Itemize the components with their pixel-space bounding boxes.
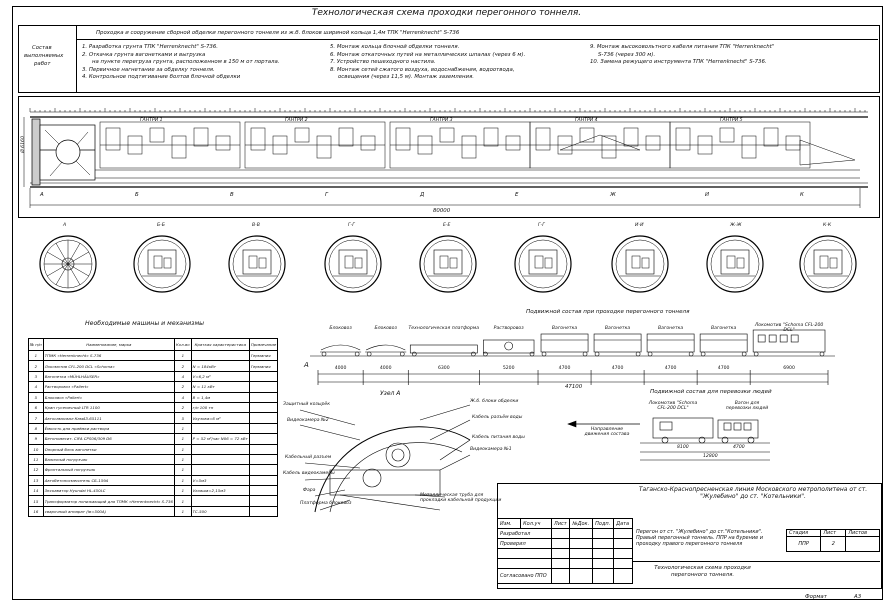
people-loco-label: Локомотив "Schoma CFL-200 DCL" [648,401,698,411]
rails [95,170,860,178]
gantry-label: ГАНТРИ 1 [140,118,163,123]
train-car [700,334,747,356]
stamp-role-row [498,549,633,559]
table-cell [191,351,249,361]
table-row [29,402,278,412]
table-cell: Германия [249,361,277,371]
section-label: Ж-Ж [730,223,742,228]
people-dim-1: 8100 [677,445,689,450]
table-cell: Экскаватор Hyundai HL-450LC [43,486,174,496]
train-title: Подвижной состав при проходке перегонного тоннеля [526,309,690,315]
gantry-label: ГАНТРИ 5 [720,118,743,123]
train-dim: 5200 [502,366,515,371]
node-label: Платформа блоковоз [300,501,352,506]
table-cell: Vковша=2,15м3 [191,486,249,496]
train-car [320,345,361,356]
table-cell: 2 [29,361,44,371]
cross-section [40,236,96,292]
table-cell: 15 [29,496,44,506]
tbm-cutter-head [32,119,95,185]
gantry-machinery [100,122,855,168]
train-car [483,340,534,356]
train-dim: 4000 [334,366,347,371]
table-cell: 11 [29,454,44,464]
work-item: 6. Монтаж откаточных путей на металлических шпалах (через 6 м). [330,51,526,58]
direction-label: Направление движения состава [584,427,630,437]
table-cell: 1 [174,465,191,475]
node-label: Кабель видеокамеры [283,471,335,476]
section-label: В-В [252,223,260,228]
train-car [541,334,588,356]
drawing-title: Технологическая схема проходки перегонного тоннеля. [311,8,582,18]
train-dim: 4000 [379,366,392,371]
cross-section [515,236,571,292]
table-cell: 6 [29,402,44,412]
train-dim: 4700 [611,366,624,371]
table-cell: 1 [174,454,191,464]
stage-table [786,529,880,552]
people-total: 12800 [703,454,718,459]
table-cell: 9 [29,434,44,444]
node-label: Металлическая труба для прокладки кабельной продукции [420,493,502,503]
train-dim: 4700 [664,366,677,371]
table-cell: Бетономесит. CIFA CPS06/309 D6 [43,434,174,444]
table-cell: 5 [174,413,191,423]
people-dim-2: 4700 [733,445,745,450]
table-row [29,454,278,464]
sheets-value [846,537,880,552]
table-cell: Ёмкость для приёмки раствора [43,423,174,433]
table-cell [249,392,277,402]
work-heading: Проходка и сооружение сборной обделки перегонного тоннеля из ж.б. блоков шириной кольца 1,4м ТПК "Herrenknecht" S-736 [96,30,460,36]
work-item: 2. Откачка грунта вагонетками и выгрузка [82,51,206,58]
table-cell: Р = 52 м³/час N06 = 72 кВт [191,434,249,444]
table-cell [191,465,249,475]
stamp-role-row [498,569,633,584]
work-item: на пункте перегруза грунта, расположенном в 150 м от портала. [92,59,280,65]
table-cell: Трансформатор понижающий для ТПМК «Herrenknecht» S-736 [43,496,174,506]
stamp-role: Проверил [498,539,552,549]
table-cell: 14 [29,486,44,496]
work-item: 1. Разработка грунта ТПК "Herrenknecht" S-736. [82,44,218,50]
table-cell [249,382,277,392]
table-row [29,465,278,475]
machines-header: № п/п [29,339,44,351]
node-label: Кабель разъём воды [472,415,523,420]
tunnel-walls [30,117,868,187]
node-label: Видеокамера №1 [470,447,512,452]
work-item: 3. Первичное нагнетание за обделку тоннеля. [82,66,215,73]
train-car-label: Блоковоз [329,326,352,331]
work-item: 7. Устройство пешеходного настила. [330,59,436,65]
train-car [753,330,825,356]
table-cell: 1 [174,496,191,506]
work-item: 4. Контрольное подтягивание болтов блочной обделки [82,74,241,80]
table-cell: 1 [174,475,191,485]
cross-section [134,236,190,292]
section-label: А [63,223,67,228]
section-label: К-К [823,223,832,228]
stamp-col-header: Подп. [593,519,614,529]
table-cell: Растворовоз «Pallert» [43,382,174,392]
section-label: И-И [635,223,644,228]
train-car-label: Растворовоз [493,326,524,331]
table-cell [249,486,277,496]
node-label: Фара [303,488,316,493]
work-item: освещения (через 11,5 м). Монтаж заземления. [338,74,475,80]
machines-table [28,338,278,517]
sheet-header: Лист [821,530,846,537]
table-cell: ТС-500 [191,506,249,516]
section-mark: К [800,192,804,198]
table-cell: Германия [249,351,277,361]
table-cell [249,371,277,381]
stamp-divider [633,561,880,562]
table-cell: 1 [174,486,191,496]
section-mark: Ж [610,192,616,198]
table-cell: 16 [29,506,44,516]
gantry-label: ГАНТРИ 3 [430,118,453,123]
machines-header: Кол-во [174,339,191,351]
stamp-desc: Перегон от ст. "Жулебино" до ст."Котельники". Правый перегонный тоннель. ППР на бурение и проходку правого перегонного тоннеля [636,529,764,547]
table-cell: N = 11 кВт [191,382,249,392]
table-cell: Автобетоносмеситель СБ-159А [43,475,174,485]
table-cell: 1 [174,423,191,433]
train-car-label: Технологическая платформа [408,326,480,331]
stamp-col-header: Кол.уч [521,519,552,529]
train-car-label: Вагонетка [657,326,684,331]
node-label: Видеокамера №2 [287,418,329,423]
section-label: Е-Е [443,223,451,228]
cross-section [707,236,763,292]
table-cell [249,475,277,485]
ruler [30,108,868,112]
table-cell: 1 [174,506,191,516]
section-mark: Д [420,192,425,198]
train-car [410,345,477,356]
train-car-label: Вагонетка [710,326,737,331]
people-wagon-label: Вагон для перевозки людей [725,401,769,411]
train-dim: 4700 [717,366,730,371]
table-cell: Валичный погрузчик [43,454,174,464]
stamp-col-header: Дата [614,519,633,529]
cross-section [612,236,668,292]
table-row [29,413,278,423]
table-cell: 1 [29,351,44,361]
table-cell: 7 [29,413,44,423]
tbm-length-label: 80000 [433,208,451,214]
table-row [29,371,278,381]
section-label: Г-Г [348,223,355,228]
node-label: Кабель питания воды [472,435,525,440]
stamp-role: Разработал [498,529,552,539]
work-item: 5. Монтаж кольца блочной обделки тоннеля. [330,44,460,50]
stamp-role-row [498,539,633,549]
table-row [29,423,278,433]
tbm-height-label: Ø 6160 [20,136,26,153]
table-cell: 2 [174,361,191,371]
node-label: Защитный козырёк [283,402,330,407]
train-dim: 4700 [558,366,571,371]
train-car [647,334,694,356]
work-item: 10. Замена режущего инструмента ТПК "Herrenknecht" S-736. [590,59,767,65]
table-cell [191,496,249,506]
stage-value: ППР [787,537,821,552]
work-label-3: работ [34,61,51,67]
section-mark: В [230,192,234,198]
people-train-title: Подвижной состав для перевозки людей [650,389,772,395]
table-cell: г/п 100 тн [191,402,249,412]
table-row [29,444,278,454]
work-label-1: Состав [32,45,52,51]
stamp-col-header: №Док. [570,519,593,529]
table-cell: 1 [174,434,191,444]
cross-sections [40,236,856,292]
table-row [29,475,278,485]
node-label: Кабельный разъем [285,455,332,460]
table-cell: 4 [174,371,191,381]
machines-header: Краткая характеристика [191,339,249,351]
train-ref-mark: А [304,361,309,369]
table-cell: 2 [174,402,191,412]
stage-header: Стадия [787,530,821,537]
stamp-role: Согласовано ППО [498,569,552,584]
table-cell: Автосамосвал КамАЗ-65111 [43,413,174,423]
table-cell [249,402,277,412]
gantry-label: ГАНТРИ 2 [285,118,308,123]
machines-header: Наименование, марка [43,339,174,351]
table-cell: V=5м3 [191,475,249,485]
train-car [365,345,406,356]
work-label-2: выполняемых [24,53,64,59]
train-car-label: Вагонетка [551,326,578,331]
table-cell: Кран гусеничный LTR 1100 [43,402,174,412]
stamp-col-header: Изм. [498,519,521,529]
table-cell: N = 184кВт [191,361,249,371]
table-cell: В = 1,4м [191,392,249,402]
format-label: Формат [805,594,827,600]
section-label: Г-Г [538,223,545,228]
cross-section [800,236,856,292]
train-car-label: Локомотив "Schoma CFL-200 DCL" [754,323,824,333]
table-cell [249,454,277,464]
table-cell [249,444,277,454]
table-row [29,351,278,361]
cross-section [420,236,476,292]
table-cell: V=6,2 м³ [191,371,249,381]
table-row [29,361,278,371]
work-item: S-736 (через 300 м). [598,51,656,58]
table-cell [191,454,249,464]
section-label: Б-Б [157,223,165,228]
machines-header: Примечание [249,339,277,351]
sheet-value: 2 [821,537,846,552]
stamp-role [498,549,552,559]
table-cell: ТПМК «Herrenknecht» S-736 [43,351,174,361]
table-cell: Блоковоз «Pallert» [43,392,174,402]
table-cell: Локомотив CFL-200 DCL «Schoma» [43,361,174,371]
table-row [29,392,278,402]
work-item: 8. Монтаж сетей сжатого воздуха, водоснабжения, водоотвода, [330,66,515,73]
stamp-drawing-name: Технологическая схема проходки перегонного тоннеля. [654,565,751,578]
node-label: Ж.б. блоки обделки [470,399,519,404]
stamp-role-row [498,529,633,539]
table-cell: Фронтальный погрузчик [43,465,174,475]
format-value: А3 [854,594,862,600]
people-train [568,418,770,460]
table-cell [249,413,277,423]
table-cell [249,506,277,516]
node-title: Узел А [380,390,401,397]
section-mark: И [705,192,710,198]
length-dimension [30,188,860,208]
train-dim: 6900 [783,366,795,371]
table-cell: 5 [29,392,44,402]
table-cell [249,465,277,475]
table-cell: Vкузова=6 м³ [191,413,249,423]
table-cell: 1 [174,444,191,454]
table-cell: 13 [29,475,44,485]
cross-section [325,236,381,292]
section-mark: Б [135,192,139,198]
train-car-label: Вагонетка [604,326,631,331]
train-total: 47100 [565,384,583,390]
table-row [29,496,278,506]
table-cell [249,423,277,433]
table-cell: Вагонетка «MÜHLHÄUSER» [43,371,174,381]
cross-section [229,236,285,292]
stamp-project: Таганско-Краснопресненская линия Московского метрополитена от ст. "Жулебино" до ст. "Котельники". [638,486,868,500]
table-cell: Опорный блок вагонетки [43,444,174,454]
table-cell: 4 [29,382,44,392]
table-row [29,434,278,444]
machines-table-title: Необходимые машины и механизмы [85,320,205,327]
table-cell [249,434,277,444]
section-mark: Г [325,192,329,198]
table-cell: 8 [29,423,44,433]
table-cell: 2 [174,382,191,392]
train-dim: 6300 [437,366,450,371]
table-cell: 4 [174,392,191,402]
train-cars [318,330,828,385]
table-row [29,506,278,516]
stamp-role [498,559,552,569]
table-cell: сварочный аппарат (Iв=500А) [43,506,174,516]
table-cell [191,444,249,454]
table-cell [191,423,249,433]
table-row [29,486,278,496]
table-cell [249,496,277,506]
table-row [29,382,278,392]
sheets-header: Листов [846,530,880,537]
train-car [594,334,641,356]
table-cell: 10 [29,444,44,454]
stamp-role-row [498,559,633,569]
table-cell: 1 [174,351,191,361]
section-mark: А [40,192,44,198]
train-car-label: Блоковоз [374,326,397,331]
table-cell: 12 [29,465,44,475]
gantry-label: ГАНТРИ 4 [575,118,598,123]
work-item: 9. Монтаж высоковольтного кабеля питания ТПК "Herrenknecht" [590,44,775,50]
section-mark: Е [515,192,519,198]
stamp-col-header: Лист [551,519,569,529]
table-cell: 3 [29,371,44,381]
stamp-table [497,518,633,584]
